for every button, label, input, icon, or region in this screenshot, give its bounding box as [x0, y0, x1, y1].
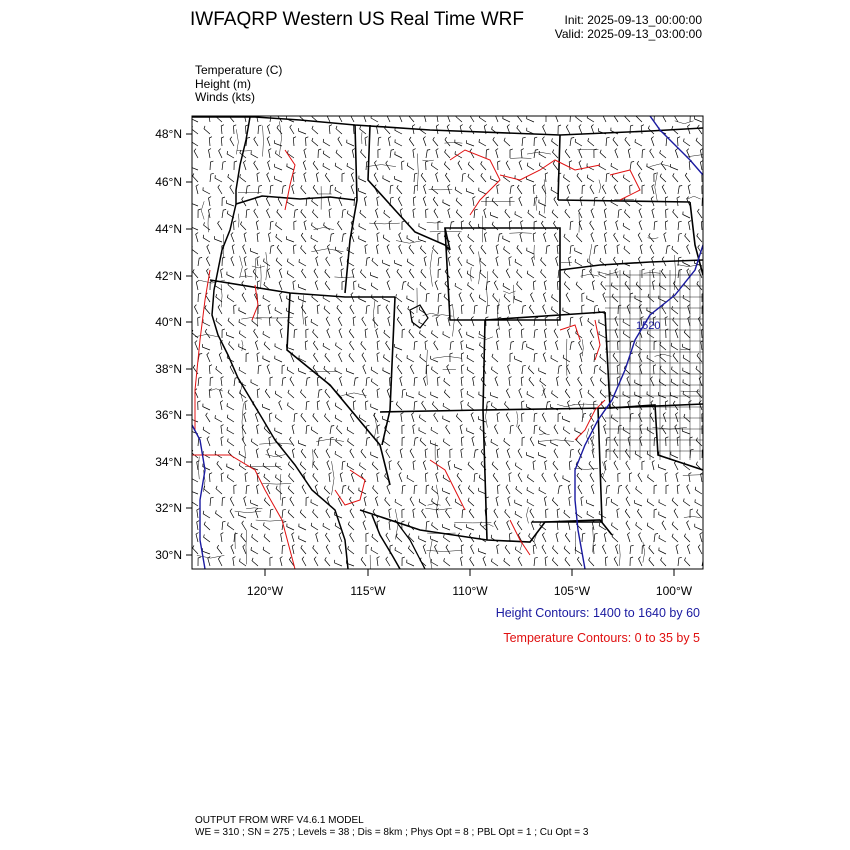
- lon-label-115: 115°W: [350, 584, 386, 598]
- lat-label-32: 32°N: [155, 501, 182, 515]
- field-height: Height (m): [195, 76, 252, 91]
- great-salt-lake: [410, 305, 428, 328]
- lat-label-30: 30°N: [155, 548, 182, 562]
- footer-config-line: WE = 310 ; SN = 275 ; Levels = 38 ; Dis = 8km ; Phys Opt = 8 ; PBL Opt = 1 ; Cu Opt = 3: [195, 827, 589, 838]
- temperature-contours-legend: Temperature Contours: 0 to 35 by 5: [503, 631, 700, 645]
- lat-label-40: 40°N: [155, 315, 182, 329]
- valid-time: Valid: 2025-09-13_03:00:00: [554, 27, 702, 41]
- footer-model-line: OUTPUT FROM WRF V4.6.1 MODEL: [195, 815, 364, 826]
- lon-label-105: 105°W: [553, 584, 591, 598]
- lat-label-36: 36°N: [155, 408, 182, 422]
- dakota-border: [558, 200, 690, 202]
- init-time: Init: 2025-09-13_00:00:00: [564, 13, 702, 27]
- lon-label-120: 120°W: [246, 584, 284, 598]
- arizona-north-border: [380, 410, 483, 412]
- lat-label-42: 42°N: [155, 269, 182, 283]
- oklahoma-border: [610, 405, 703, 470]
- montana-dakota-border: [558, 135, 560, 200]
- wind-barbs: [191, 113, 707, 567]
- lat-label-46: 46°N: [155, 175, 182, 189]
- lat-label-38: 38°N: [155, 362, 182, 376]
- state-boundaries: [192, 117, 703, 542]
- height-contour-east: [650, 116, 703, 175]
- height-contours-legend: Height Contours: 1400 to 1640 by 60: [495, 606, 700, 620]
- map-title: IWFAQRP Western US Real Time WRF: [190, 9, 524, 30]
- latitude-axis: [155, 127, 192, 562]
- field-temperature: Temperature (C): [195, 63, 283, 77]
- longitude-axis: [247, 569, 693, 598]
- model-footer: [195, 815, 588, 839]
- height-contours: [192, 116, 703, 569]
- nebraska-north-border: [560, 260, 703, 270]
- map-frame: [192, 116, 703, 569]
- lat-label-34: 34°N: [155, 455, 182, 469]
- height-contour-label: 1520: [636, 320, 661, 332]
- arizona-nm-border: [483, 410, 487, 540]
- idaho-border: [345, 125, 357, 293]
- lon-label-110: 110°W: [452, 584, 488, 598]
- height-contour-west: [192, 425, 205, 569]
- gulf-of-california-coast: [372, 515, 400, 569]
- temperature-contours: [192, 150, 640, 569]
- field-winds: Winds (kts): [195, 90, 255, 104]
- idaho-montana-border: [368, 125, 450, 250]
- lat-label-44: 44°N: [155, 222, 182, 236]
- lat-label-48: 48°N: [155, 127, 182, 141]
- wa-or-border: [236, 196, 355, 204]
- lon-label-100: 100°W: [655, 584, 693, 598]
- pacific-coastline: [212, 117, 348, 569]
